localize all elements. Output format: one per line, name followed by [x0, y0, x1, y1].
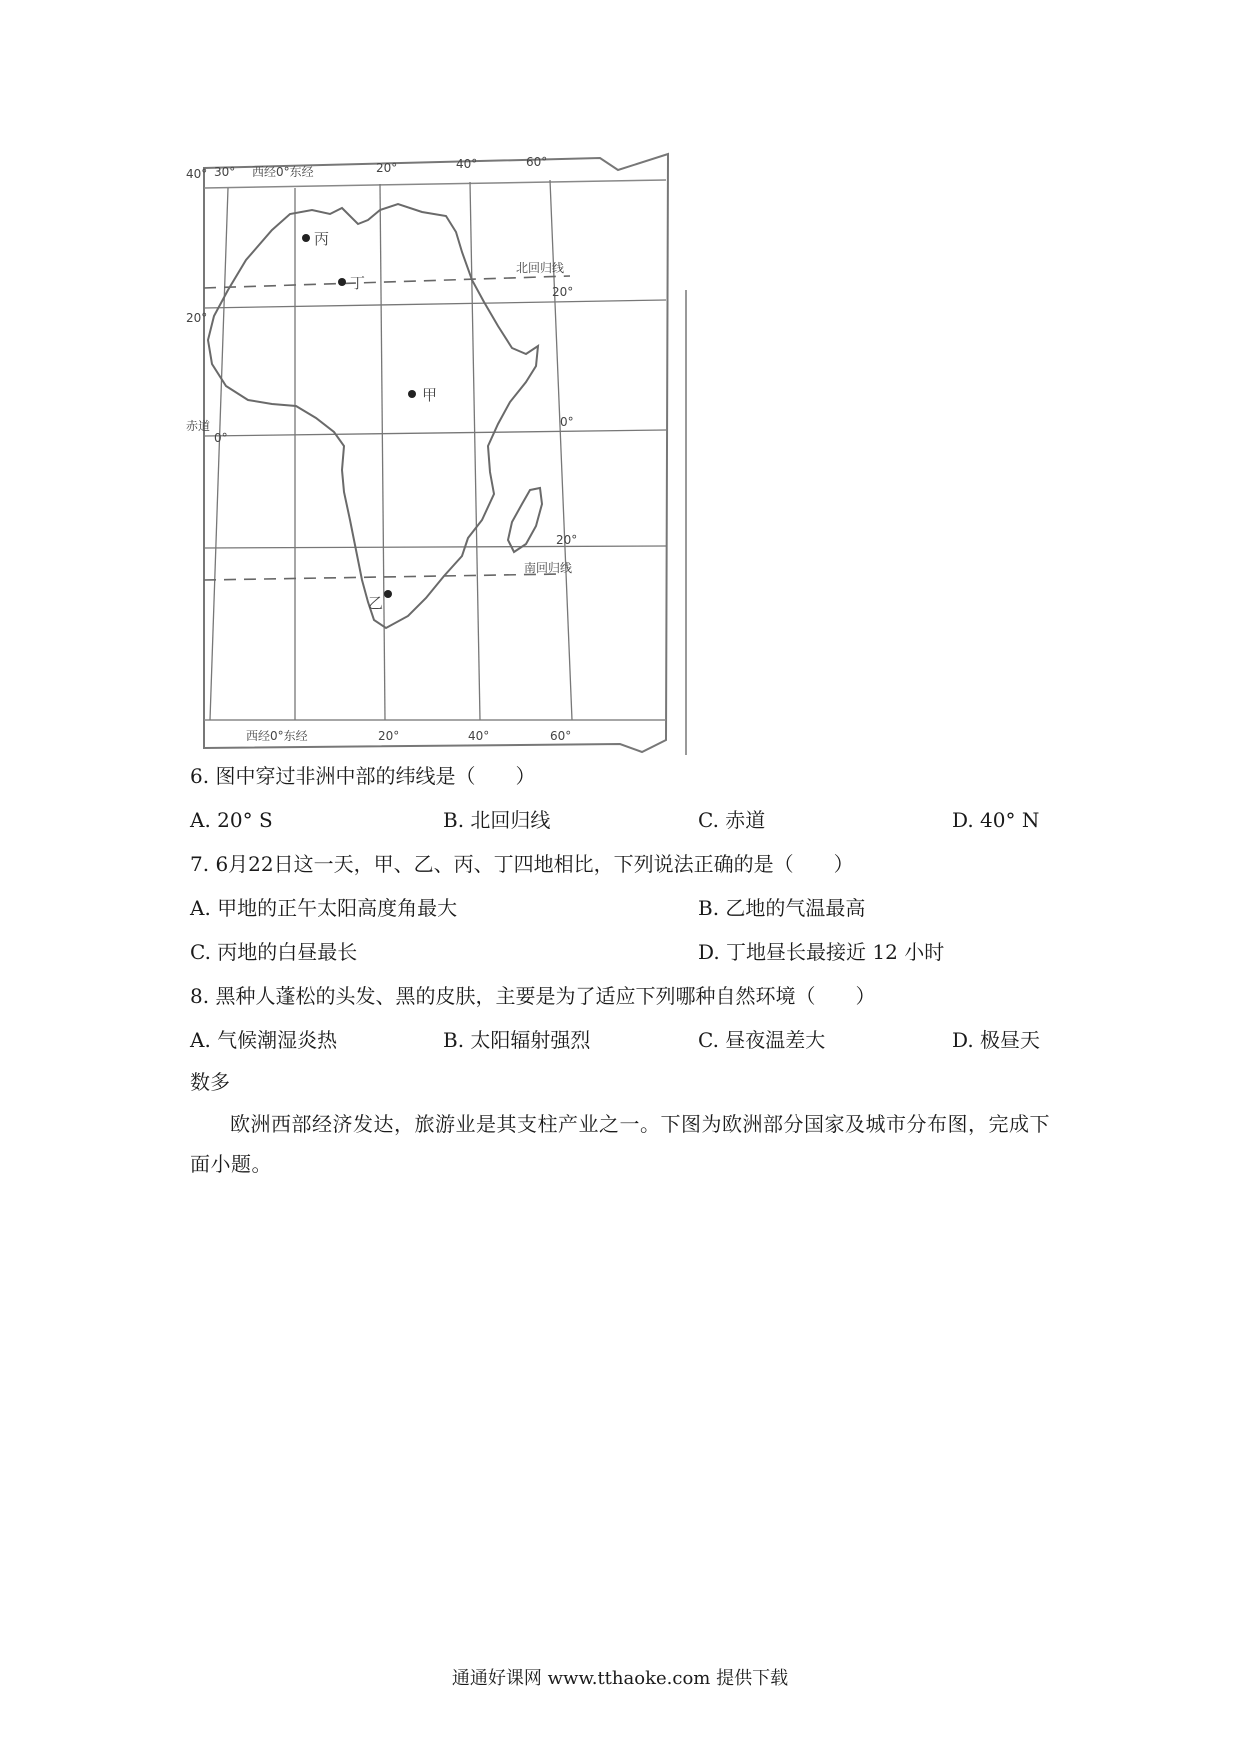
tropic-of-capricorn	[204, 574, 560, 580]
lon-bottom-label-2: 20°	[378, 729, 400, 743]
q8-option-d: D. 极昼天	[952, 1028, 1041, 1052]
lon-top-label-4: 20°	[376, 161, 398, 175]
q6-option-b: B. 北回归线	[443, 808, 551, 832]
lon-top-label-2: 30°	[214, 165, 236, 179]
q8-stem: 8. 黑种人蓬松的头发、黑的皮肤，主要是为了适应下列哪种自然环境（ ）	[190, 984, 876, 1008]
map-top-band	[204, 180, 666, 188]
madagascar	[508, 488, 542, 552]
lon-top-label-6: 60°	[526, 155, 548, 169]
parallel-20n	[204, 300, 666, 308]
page-footer: 通通好课网 www.tthaoke.com 提供下载	[451, 1668, 789, 1689]
q7-option-d: D. 丁地昼长最接近 12 小时	[698, 940, 945, 964]
lon-top-label-5: 40°	[456, 157, 478, 171]
q7-option-a: A. 甲地的正午太阳高度角最大	[190, 896, 458, 920]
place-yi-label: 乙	[368, 594, 384, 612]
lat-right-label-2: 0°	[560, 415, 574, 429]
equator-label: 赤道	[186, 419, 211, 433]
africa-map	[186, 140, 690, 760]
place-bing-dot	[302, 234, 310, 242]
q8-option-a: A. 气候潮湿炎热	[190, 1028, 338, 1052]
africa-map-figure	[186, 140, 690, 760]
tropic-s-label: 南回归线	[524, 561, 573, 575]
q8-option-b: B. 太阳辐射强烈	[443, 1028, 591, 1052]
map-frame	[204, 154, 668, 752]
q8-option-d-wrap: 数多	[190, 1070, 230, 1094]
lon-bottom-label-1: 西经0°东经	[246, 729, 308, 743]
africa-outline	[208, 204, 538, 628]
q6-option-c: C. 赤道	[698, 808, 766, 832]
q8-option-c: C. 昼夜温差大	[698, 1028, 826, 1052]
equator-deg-label: 0°	[214, 431, 228, 445]
q6-stem: 6. 图中穿过非洲中部的纬线是（ ）	[190, 764, 536, 788]
place-bing-label: 丙	[314, 230, 330, 248]
intro-paragraph: 欧洲西部经济发达，旅游业是其支柱产业之一。下图为欧洲部分国家及城市分布图，完成下面小题。	[190, 1112, 1050, 1176]
q6-option-a: A. 20° S	[190, 808, 273, 832]
place-ding-label: 丁	[350, 274, 366, 292]
place-yi-dot	[384, 590, 392, 598]
lat-right-label-1: 20°	[552, 285, 574, 299]
q7-stem: 7. 6月22日这一天，甲、乙、丙、丁四地相比，下列说法正确的是（ ）	[190, 852, 854, 876]
q6-option-d: D. 40° N	[952, 808, 1040, 832]
lon-top-label-3: 西经0°东经	[252, 165, 314, 179]
tropic-of-cancer	[204, 276, 570, 288]
place-ding-dot	[338, 278, 346, 286]
parallel-equator	[204, 430, 666, 436]
meridian-20e	[380, 184, 385, 720]
lon-bottom-label-4: 60°	[550, 729, 572, 743]
parallel-20s	[204, 546, 666, 548]
meridian-40e	[470, 182, 480, 720]
lat-left-label-1: 20°	[186, 311, 208, 325]
meridian-20w	[210, 188, 228, 720]
tropic-n-label: 北回归线	[516, 261, 565, 275]
place-jia-label: 甲	[422, 386, 438, 404]
q7-option-c: C. 丙地的白昼最长	[190, 940, 358, 964]
lon-top-label-1: 40°	[186, 167, 208, 181]
lat-right-label-3: 20°	[556, 533, 578, 547]
lon-bottom-label-3: 40°	[468, 729, 490, 743]
q7-option-b: B. 乙地的气温最高	[698, 896, 866, 920]
place-jia-dot	[408, 390, 416, 398]
